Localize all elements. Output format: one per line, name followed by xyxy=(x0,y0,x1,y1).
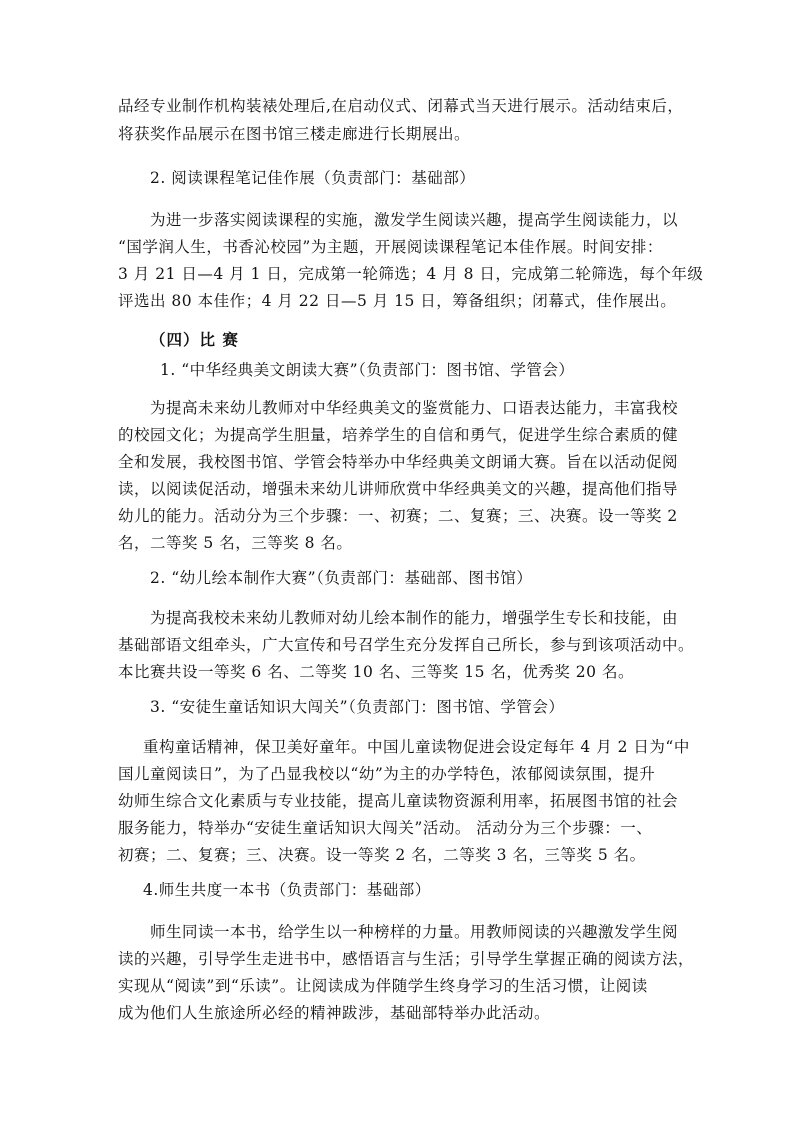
paragraph-line: 读的兴趣，引导学生走进书中，感悟语言与生活；引导学生掌握正确的阅读方法， xyxy=(118,950,695,968)
paragraph-line: 全和发展，我校图书馆、学管会特举办中华经典美文朗诵大赛。旨在以活动促阅 xyxy=(118,453,679,471)
paragraph-line: 为提高我校未来幼儿教师对幼儿绘本制作的能力，增强学生专长和技能，由 xyxy=(150,609,679,627)
section-heading: 3. “安徒生童话知识大闯关”（负责部门：图书馆、学管会） xyxy=(150,698,565,716)
paragraph-line: 重构童话精神，保卫美好童年。中国儿童读物促进会设定每年 4 月 2 日为“中 xyxy=(143,738,690,756)
paragraph-line: 评选出 80 本佳作；4 月 22 日—5 月 15 日，筹备组织；闭幕式，佳作展出。 xyxy=(118,292,677,310)
paragraph-line: 成为他们人生旅途所必经的精神跋涉，基础部特举办此活动。 xyxy=(118,1004,551,1022)
paragraph-line: 实现从“阅读”到“乐读”。让阅读成为伴随学生终身学习的生活习惯，让阅读 xyxy=(118,977,648,995)
section-heading: 2. “幼儿绘本制作大赛”（负责部门：基础部、图书馆） xyxy=(150,569,533,587)
paragraph-line: 国儿童阅读日”，为了凸显我校以“幼”为主的办学特色，浓郁阅读氛围，提升 xyxy=(118,765,656,783)
paragraph-line: 将获奖作品展示在图书馆三楼走廊进行长期展出。 xyxy=(118,125,471,143)
paragraph-line: 为进一步落实阅读课程的实施，激发学生阅读兴趣，提高学生阅读能力，以 xyxy=(150,211,679,229)
paragraph-line: “国学润人生，书香沁校园”为主题，开展阅读课程笔记本佳作展。时间安排： xyxy=(118,238,663,256)
paragraph-line: 读，以阅读促活动，增强未来幼儿讲师欣赏中华经典美文的兴趣，提高他们指导 xyxy=(118,480,679,498)
section-title: （四）比 赛 xyxy=(150,331,239,349)
paragraph-line: 师生同读一本书，给学生以一种榜样的力量。用教师阅读的兴趣激发学生阅 xyxy=(150,923,679,941)
section-heading: 2. 阅读课程笔记佳作展（负责部门：基础部） xyxy=(150,169,476,187)
paragraph-line: 初赛；二、复赛；三、决赛。设一等奖 2 名，二等奖 3 名，三等奖 5 名。 xyxy=(118,846,646,864)
section-heading: 4.师生共度一本书（负责部门：基础部） xyxy=(143,881,431,899)
paragraph-line: 名，二等奖 5 名，三等奖 8 名。 xyxy=(118,534,353,552)
paragraph-line: 本比赛共设一等奖 6 名、二等奖 10 名、三等奖 15 名，优秀奖 20 名。 xyxy=(118,663,634,681)
paragraph-line: 的校园文化；为提高学生胆量，培养学生的自信和勇气，促进学生综合素质的健 xyxy=(118,426,679,444)
paragraph-line: 3 月 21 日—4 月 1 日，完成第一轮筛选；4 月 8 日，完成第二轮筛选，每个年级 xyxy=(118,265,704,283)
section-heading: 1. “中华经典美文朗读大赛”（负责部门：图书馆、学管会） xyxy=(160,361,575,379)
paragraph-line: 为提高未来幼儿教师对中华经典美文的鉴赏能力、口语表达能力，丰富我校 xyxy=(150,399,679,417)
paragraph-line: 基础部语文组牵头，广大宣传和号召学生充分发挥自己所长，参与到该项活动中。 xyxy=(118,636,695,654)
paragraph-line: 幼儿的能力。活动分为三个步骤：一、初赛；二、复赛；三、决赛。设一等奖 2 xyxy=(118,507,678,525)
paragraph-line: 服务能力，特举办“安徒生童话知识大闯关”活动。 活动分为三个步骤：一、 xyxy=(118,819,653,837)
paragraph-line: 幼师生综合文化素质与专业技能，提高儿童读物资源利用率，拓展图书馆的社会 xyxy=(118,792,679,810)
paragraph-line: 品经专业制作机构装裱处理后,在启动仪式、闭幕式当天进行展示。活动结束后， xyxy=(118,97,684,115)
